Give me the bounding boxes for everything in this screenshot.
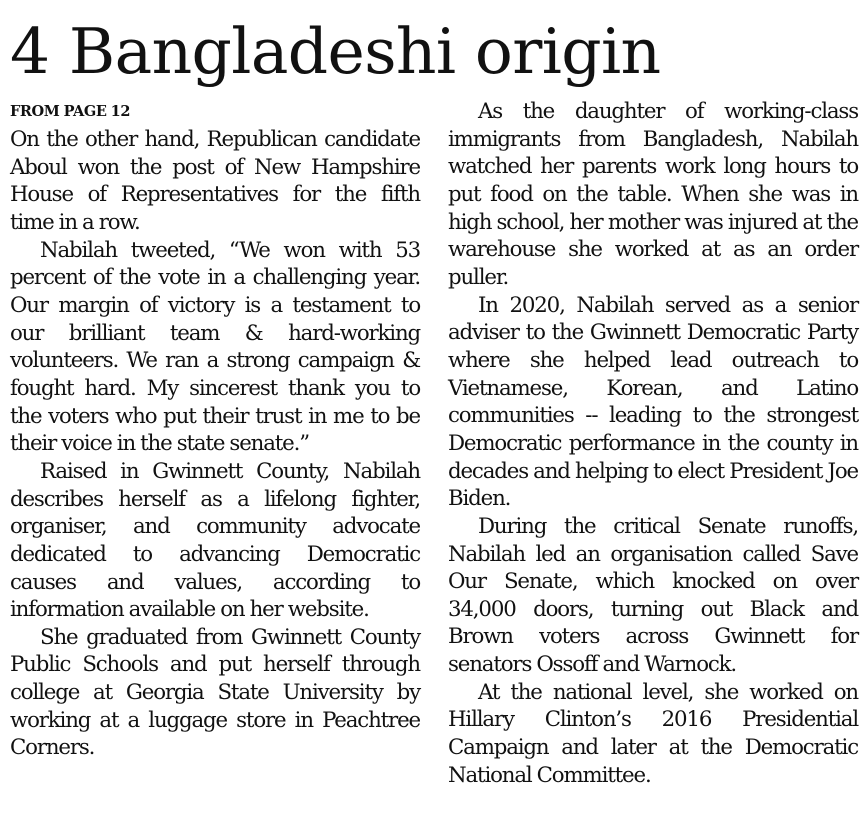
paragraph: In 2020, Nabilah served as a senior adviser to the Gwinnett Democratic Party where she helped lead outreach to Vietnamese, Korean, and Latino communities -- leading to the strongest Democratic performance in the county in decades and helping to elect President Joe Biden. bbox=[448, 292, 858, 512]
paragraph: During the critical Senate runoffs, Nabilah led an organisation called Save Our Senate, which knocked on over 34,000 doors, turning out Black and Brown voters across Gwinnett for senators Ossoff and Warnock. bbox=[448, 513, 858, 678]
paragraph: Nabilah tweeted, “We won with 53 percent of the vote in a challenging year. Our margin of victory is a testament to our brilliant team & hard-working volunteers. We ran a strong campaign & fought hard. My sincerest thank you to the voters who put their trust in me to be their voice in the state senate.” bbox=[10, 237, 420, 457]
article-column-left bbox=[10, 98, 420, 762]
kicker-from-page: FROM PAGE 12 bbox=[10, 103, 131, 120]
paragraph: As the daughter of working-class immigrants from Bangladesh, Nabilah watched her parents work long hours to put food on the table. When she was in high school, her mother was injured at the warehouse she worked at as an order puller. bbox=[448, 99, 858, 290]
paragraph: On the other hand, Republican candidate Aboul won the post of New Hampshire House of Representatives for the fifth time in a row. bbox=[10, 127, 420, 235]
paragraph: At the national level, she worked on Hillary Clinton’s 2016 Presidential Campaign and later at the Democratic National Committee. bbox=[448, 679, 858, 788]
paragraph: She graduated from Gwinnett County Public Schools and put herself through college at Georgia State University by working at a luggage store in Peachtree Corners. bbox=[10, 624, 420, 761]
article-column-right bbox=[448, 98, 858, 789]
paragraph: Raised in Gwinnett County, Nabilah describes herself as a lifelong fighter, organiser, and community advocate dedicated to advancing Democratic causes and values, according to information available on her website. bbox=[10, 458, 420, 623]
headline: 4 Bangladeshi origin bbox=[10, 15, 661, 88]
